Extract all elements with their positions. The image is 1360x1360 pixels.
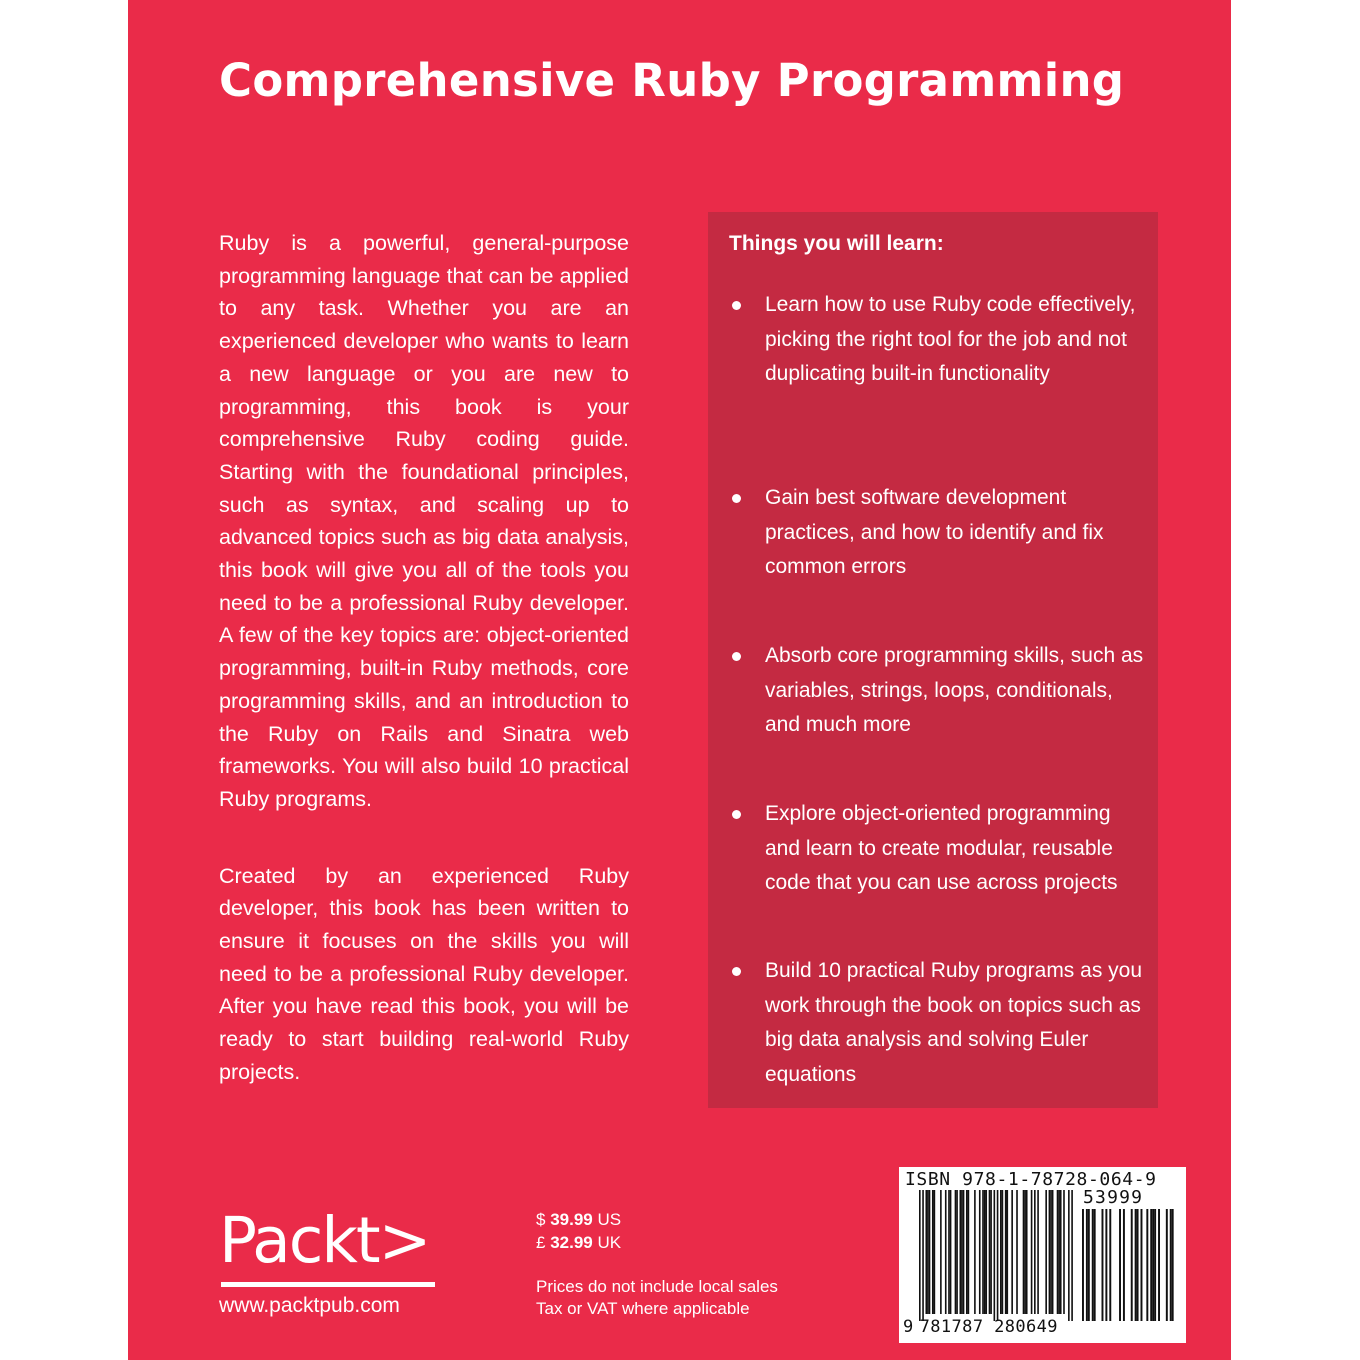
learn-heading: Things you will learn: <box>729 232 944 255</box>
logo-underline <box>221 1282 435 1287</box>
barcode-bar <box>922 1190 924 1321</box>
barcode-bar <box>994 1190 996 1321</box>
barcode-bar <box>1086 1209 1088 1321</box>
packt-logo <box>219 1204 439 1290</box>
price-amount: 32.99 <box>550 1233 593 1252</box>
barcode-bar <box>997 1190 999 1321</box>
barcode-bar <box>1158 1209 1160 1321</box>
cover-panel <box>128 0 1231 1360</box>
barcode-bar <box>1170 1209 1172 1321</box>
price-amount: 39.99 <box>550 1210 593 1229</box>
learn-item-text: Build 10 practical Ruby programs as you work through the book on topics such as big data analysis and solving Euler equations <box>765 959 1143 1086</box>
barcode-bar <box>940 1190 942 1314</box>
barcode-bar <box>927 1190 929 1314</box>
barcode-bar <box>1119 1209 1121 1321</box>
barcode-bar <box>919 1190 921 1321</box>
description-paragraph: Ruby is a powerful, general-purpose programming language that can be applied to any task. Whether you are an experienced developer who wants to learn a new language or you are new to programming, this book is your comprehensive Ruby coding guide. Starting with the foundational principles, such as syntax, and scaling up to advanced topics such as big data analysis, this book will give you all of the tools you need to be a professional Ruby developer. A few of the key topics are: object-oriented programming, built-in Ruby methods, core programming skills, and an introduction to the Ruby on Rails and Sinatra web frameworks. You will also build 10 practical Ruby programs. <box>219 231 629 811</box>
barcode-bar <box>925 1190 927 1314</box>
barcode-bar <box>961 1190 963 1314</box>
barcode-bar <box>1011 1190 1013 1314</box>
barcode-bar <box>1060 1190 1062 1314</box>
barcode-bar <box>1034 1190 1036 1314</box>
barcode-bar <box>956 1190 958 1314</box>
bullet-icon <box>732 810 741 819</box>
barcode-bar <box>989 1190 991 1314</box>
barcode-digit-group: 781787 <box>919 1317 984 1337</box>
barcode-bar <box>1050 1190 1052 1314</box>
description-paragraph: Created by an experienced Ruby developer, this book has been written to ensure it focuses on the skills you will need to be a professional Ruby developer. After you have read this book, you will be ready to start building real-world Ruby projects. <box>219 863 629 1084</box>
barcode-digits <box>903 1317 1058 1337</box>
price-gbp <box>536 1231 836 1254</box>
things-you-will-learn-box <box>708 212 1158 1108</box>
barcode-bar <box>1031 1190 1033 1314</box>
publisher-website: www.packtpub.com <box>219 1294 400 1317</box>
learn-item-text: Absorb core programming skills, such as variables, strings, loops, conditionals, and much more <box>765 644 1144 736</box>
price-block <box>536 1208 836 1320</box>
barcode-bar <box>1082 1209 1084 1321</box>
barcode-bar <box>968 1190 970 1314</box>
barcode-bar <box>1135 1209 1137 1321</box>
barcode-bar <box>1152 1209 1154 1321</box>
currency-symbol: $ <box>536 1210 546 1229</box>
barcode-bar <box>1068 1190 1070 1321</box>
barcode-bar <box>1166 1209 1168 1321</box>
barcode-bar <box>1172 1209 1174 1321</box>
currency-symbol: £ <box>536 1233 546 1252</box>
barcode-bar <box>1052 1190 1054 1314</box>
barcode-bar <box>1023 1190 1025 1314</box>
bullet-icon <box>732 967 741 976</box>
barcode-bar <box>1123 1209 1125 1321</box>
barcode-bar <box>979 1190 981 1314</box>
bullet-icon <box>732 652 741 661</box>
isbn-label: ISBN 978-1-78728-064-9 <box>905 1169 1157 1190</box>
barcode-bar <box>932 1190 934 1314</box>
addon-digits: 53999 <box>1083 1187 1144 1208</box>
barcode-bar <box>1094 1209 1096 1321</box>
barcode-bar <box>1102 1209 1104 1321</box>
barcode-bar <box>1037 1190 1039 1314</box>
barcode-bar <box>990 1190 992 1314</box>
barcode-bar <box>1057 1190 1059 1314</box>
logo-wordmark: Packt> <box>219 1204 430 1277</box>
price-usd <box>536 1208 836 1231</box>
barcode-bar <box>966 1190 968 1314</box>
barcode-digit-first: 9 <box>903 1317 914 1337</box>
barcode-bar <box>1005 1190 1007 1314</box>
barcode-bar <box>1063 1190 1065 1314</box>
price-note-line: Tax or VAT where applicable <box>536 1299 750 1318</box>
barcode-bar <box>955 1190 957 1314</box>
publisher-block <box>219 1204 449 1322</box>
barcode-bar <box>1088 1209 1090 1321</box>
bullet-icon <box>732 301 741 310</box>
barcode-bar <box>1058 1190 1060 1314</box>
barcode-bar <box>1049 1190 1051 1314</box>
price-note-line: Prices do not include local sales <box>536 1277 778 1296</box>
learn-item-text: Explore object-oriented programming and learn to create modular, reusable code that you can use across projects <box>765 802 1118 894</box>
barcode-bar <box>963 1190 965 1314</box>
barcode-bar <box>985 1190 987 1314</box>
price-note <box>536 1276 836 1320</box>
barcode-bar <box>1016 1190 1018 1314</box>
barcode-bar <box>1026 1190 1028 1314</box>
isbn-barcode <box>899 1167 1186 1343</box>
barcode-bar <box>1154 1209 1156 1321</box>
barcode-bar <box>1000 1190 1002 1314</box>
barcode-bar <box>929 1190 931 1314</box>
barcode-bar <box>1024 1190 1026 1314</box>
barcode-bar <box>1006 1190 1008 1314</box>
barcode-bar <box>984 1190 986 1314</box>
book-description <box>219 227 629 1133</box>
barcode-digit-group: 280649 <box>994 1317 1058 1337</box>
barcode-bar <box>1141 1209 1143 1321</box>
price-region: UK <box>597 1233 622 1252</box>
barcode-bar <box>948 1190 950 1314</box>
barcode-bar <box>1002 1190 1004 1314</box>
barcode-bar <box>1092 1209 1094 1321</box>
barcode-bar <box>960 1190 962 1314</box>
bullet-icon <box>732 494 741 503</box>
barcode-bar <box>982 1190 984 1314</box>
barcode-bar <box>1109 1209 1111 1321</box>
barcode-bar <box>1045 1190 1047 1314</box>
barcode-bar <box>1071 1190 1073 1321</box>
barcode-bar <box>1137 1209 1139 1321</box>
barcode-bar <box>1150 1209 1152 1321</box>
book-title: Comprehensive Ruby Programming <box>219 54 1125 107</box>
barcode-bar <box>950 1190 952 1314</box>
barcode-bar <box>1131 1209 1133 1321</box>
barcode-bar <box>934 1190 936 1314</box>
price-region: US <box>597 1210 622 1229</box>
learn-item-text: Gain best software development practices, and how to identify and fix common errors <box>765 486 1104 578</box>
barcode-bar <box>974 1190 976 1314</box>
barcode-bar <box>1105 1209 1107 1321</box>
barcode-bar <box>945 1190 947 1314</box>
learn-item-text: Learn how to use Ruby code effectively, picking the right tool for the job and not duplicating built-in functionality <box>765 293 1136 385</box>
barcode-bar <box>1146 1209 1148 1321</box>
